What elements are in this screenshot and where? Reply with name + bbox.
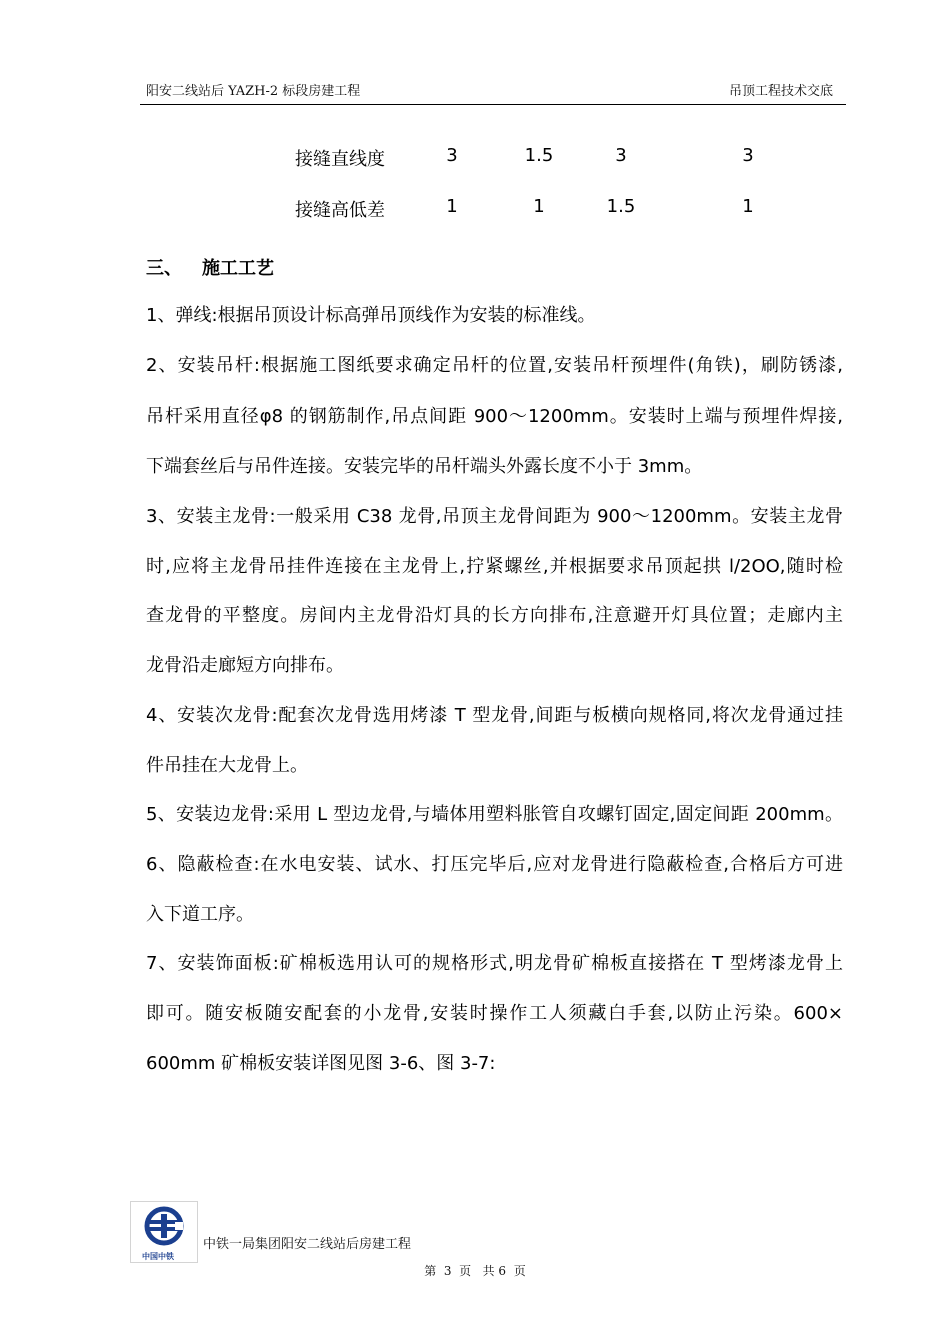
table-cell: 1 (533, 196, 545, 217)
table-cell: 3 (446, 145, 458, 166)
table-row-label: 接缝高低差 (295, 200, 385, 221)
table-row (0, 145, 950, 175)
page-number: 第 3 页 共 6 页 (424, 1264, 526, 1278)
paragraph-line: 查龙骨的平整度。房间内主龙骨沿灯具的长方向排布,注意避开灯具位置；走廊内主 (146, 605, 843, 626)
section-heading (146, 254, 274, 280)
paragraph-line: 4、安装次龙骨:配套次龙骨选用烤漆 T 型龙骨,间距与板横向规格同,将次龙骨通过挂 (146, 705, 843, 726)
page-header (0, 0, 950, 108)
header-document-title: 吊顶工程技术交底 (728, 84, 833, 99)
paragraph-line: 5、安装边龙骨:采用 L 型边龙骨,与墙体用塑料胀管自攻螺钉固定,固定间距 200mm。 (146, 804, 843, 825)
paragraph-line: 入下道工序。 (146, 904, 254, 925)
table-cell: 1 (742, 196, 754, 217)
paragraph-line: 7、安装饰面板:矿棉板选用认可的规格形式,明龙骨矿棉板直接搭在 T 型烤漆龙骨上 (146, 953, 843, 974)
table-cell: 3 (615, 145, 627, 166)
table-row (0, 196, 950, 226)
table-cell: 1 (446, 196, 458, 217)
paragraph-line: 3、安装主龙骨:一般采用 C38 龙骨,吊顶主龙骨间距为 900～1200mm。安装主龙骨 (146, 506, 843, 527)
section-number: 三、 (146, 258, 182, 279)
table-cell: 3 (742, 145, 754, 166)
logo-caption: 中国中铁 (142, 1252, 174, 1261)
paragraph-line: 600mm 矿棉板安装详图见图 3-6、图 3-7: (146, 1053, 496, 1074)
paragraph-line: 2、安装吊杆:根据施工图纸要求确定吊杆的位置,安装吊杆预埋件(角铁)，刷防锈漆, (146, 355, 843, 376)
footer-company-name: 中铁一局集团阳安二线站后房建工程 (203, 1237, 412, 1252)
paragraph-line: 1、弹线:根据吊顶设计标高弹吊顶线作为安装的标准线。 (146, 305, 596, 326)
paragraph-line: 时,应将主龙骨吊挂件连接在主龙骨上,拧紧螺丝,并根据要求吊顶起拱 l/2OO,随时检 (146, 556, 843, 577)
paragraph-line: 下端套丝后与吊件连接。安装完毕的吊杆端头外露长度不小于 3mm。 (146, 456, 703, 477)
paragraph-line: 即可。随安板随安配套的小龙骨,安装时操作工人须藏白手套,以防止污染。600× (146, 1003, 843, 1024)
paragraph-line: 吊杆采用直径φ8 的钢筋制作,吊点间距 900～1200mm。安装时上端与预埋件焊接, (146, 406, 843, 427)
paragraph-line: 6、隐蔽检查:在水电安装、试水、打压完毕后,应对龙骨进行隐蔽检查,合格后方可进 (146, 854, 843, 875)
table-cell: 1.5 (524, 145, 554, 166)
table-row-label: 接缝直线度 (295, 149, 385, 170)
section-title: 施工工艺 (202, 258, 274, 279)
header-divider (140, 104, 846, 105)
header-project-name: 阳安二线站后 YAZH-2 标段房建工程 (146, 84, 361, 99)
paragraph-line: 龙骨沿走廊短方向排布。 (146, 655, 344, 676)
table-cell: 1.5 (606, 196, 636, 217)
paragraph-line: 件吊挂在大龙骨上。 (146, 755, 308, 776)
